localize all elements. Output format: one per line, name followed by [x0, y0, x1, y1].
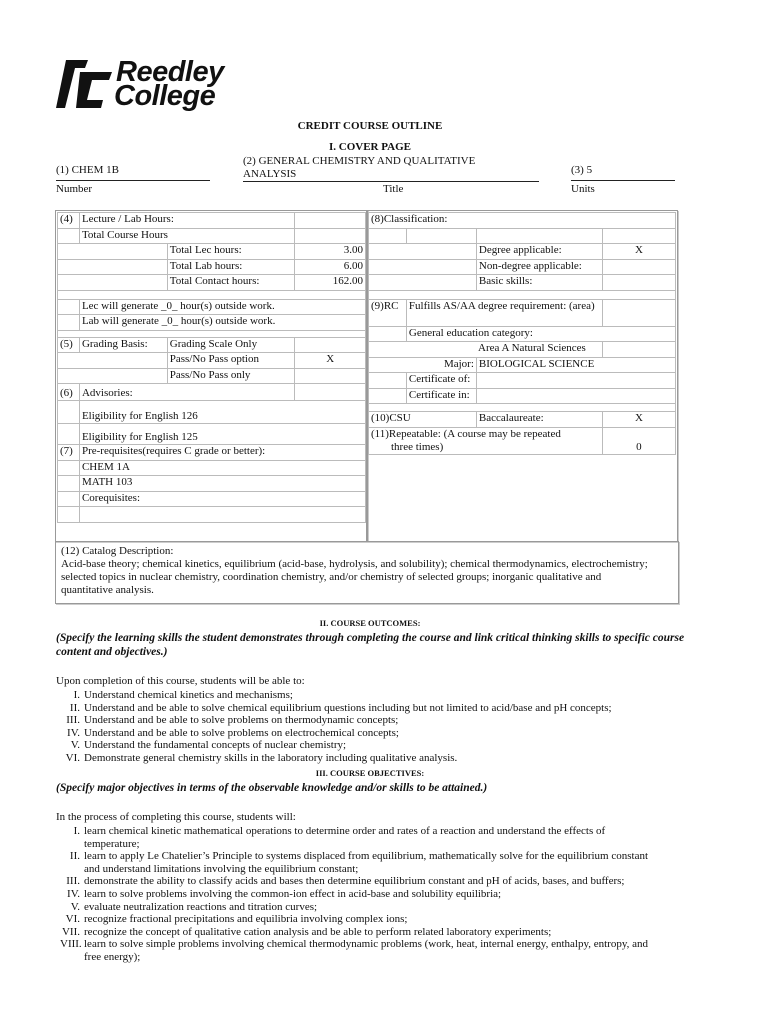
objectives-list: [60, 825, 720, 964]
catalog-text-line: selected topics in nuclear chemistry, coordination chemistry, and/or chemistry of selected groups; inorganic qualitative and: [61, 571, 602, 583]
section7-num: (7): [58, 445, 80, 461]
major-label: Major:: [369, 357, 477, 373]
list-item: III. demonstrate the ability to classify acids and bases then determine equilibrium constant and pH of acids, bases, and buffers;: [66, 875, 625, 888]
repeatable-value: 0: [602, 427, 675, 454]
list-item: IV. Understand and be able to solve problems on electrochemical concepts;: [67, 726, 399, 739]
section-title: I. COVER PAGE: [329, 141, 411, 153]
prereq-item: CHEM 1A: [79, 460, 365, 476]
outcomes-intro: Upon completion of this course, students will be able to:: [56, 675, 305, 687]
course-number-label: Number: [56, 183, 93, 195]
outcomes-list: [60, 689, 720, 765]
list-item: II. learn to apply Le Chatelier’s Principle to systems displaced from equilibrium, mathematically solve for the equilibrium constant and understand limitations involving the equilibrium constant;: [69, 850, 649, 875]
list-item: I. Understand chemical kinetics and mechanisms;: [73, 689, 293, 701]
list-item: II. Understand and be able to solve chemical equilibrium questions including but not limited to acid/base and pH concepts;: [69, 701, 612, 714]
total-course-hours-label: Total Course Hours: [79, 228, 294, 244]
logo-line1: Reedley: [116, 56, 224, 88]
prereq-label: Pre-requisites(requires C grade or better):: [79, 445, 365, 461]
catalog-text-line: quantitative analysis.: [61, 584, 154, 596]
certificate-in-label: Certificate in:: [406, 388, 476, 404]
contact-hours-value: 162.00: [295, 275, 366, 291]
ge-area-value: Area A Natural Sciences: [369, 342, 603, 358]
repeatable-line2: three times): [391, 440, 444, 453]
advisories-label: Advisories:: [79, 384, 294, 401]
grading-option-label: Pass/No Pass only: [167, 368, 295, 384]
objectives-intro: In the process of completing this course, students will:: [56, 811, 296, 823]
outcomes-instruction-line: content and objectives.): [56, 645, 168, 658]
course-number-field: [56, 162, 210, 180]
basic-skills-label: Basic skills:: [476, 275, 602, 291]
baccalaureate-mark: X: [602, 412, 675, 428]
degree-applicable-label: Degree applicable:: [476, 244, 602, 260]
list-item: VI. Demonstrate general chemistry skills in the laboratory including qualitative analysis.: [65, 751, 458, 764]
grading-option-label: Pass/No Pass option: [167, 353, 295, 369]
course-title-label: Title: [383, 183, 404, 195]
lec-hours-label: Total Lec hours:: [167, 244, 295, 260]
page-title: CREDIT COURSE OUTLINE: [297, 120, 443, 132]
repeatable-label: [369, 427, 603, 454]
section6-num: (6): [58, 384, 80, 401]
classification-label: (8)Classification:: [369, 213, 676, 229]
section5-num: (5): [58, 337, 80, 353]
fulfills-label: Fulfills AS/AA degree requirement: (area): [406, 299, 602, 326]
grading-basis-label: Grading Basis:: [79, 337, 167, 353]
objectives-heading: III. COURSE OBJECTIVES:: [315, 768, 425, 778]
list-item: I. learn chemical kinetic mathematical operations to determine order and rates of a reaction and understand the effects of temperature;: [73, 825, 606, 850]
list-item: VII. recognize the concept of qualitative cation analysis and be able to perform related laboratory experiments;: [61, 925, 552, 938]
course-title-line2: ANALYSIS: [243, 168, 297, 180]
degree-applicable-mark: X: [602, 244, 675, 260]
prereq-item: MATH 103: [79, 476, 365, 492]
certificate-of-label: Certificate of:: [406, 373, 476, 389]
list-item: V. Understand the fundamental concepts of nuclear chemistry;: [70, 739, 347, 752]
rc-logo-icon: [56, 58, 114, 110]
classification-table: [368, 212, 676, 455]
section10-label: (10)CSU: [369, 412, 477, 428]
lecture-lab-label: Lecture / Lab Hours:: [79, 213, 294, 229]
catalog-text-line: Acid-base theory; chemical kinetics, equilibrium (acid-base, hydrolysis, and solubility); chemical thermodynamics, electrochemistry;: [61, 558, 648, 570]
lab-hours-value: 6.00: [295, 259, 366, 275]
coreq-label: Corequisites:: [79, 491, 365, 507]
objectives-instruction: (Specify major objectives in terms of the observable knowledge and/or skills to be attained.): [56, 782, 488, 794]
logo-line2: College: [114, 80, 216, 112]
list-item: VI. recognize fractional precipitations and equilibria involving complex ions;: [65, 913, 408, 926]
section4-num: (4): [58, 213, 80, 229]
catalog-label: (12) Catalog Description:: [61, 545, 174, 557]
units-label: Units: [571, 183, 595, 195]
course-title-field: [243, 155, 539, 181]
lec-generate-text: Lec will generate _0_ hour(s) outside work.: [79, 299, 365, 315]
units-value: (3) 5: [571, 162, 675, 181]
ge-category-label: General education category:: [406, 326, 675, 342]
hours-table: [57, 212, 366, 523]
list-item: III. Understand and be able to solve problems on thermodynamic concepts;: [66, 714, 399, 727]
section9-num: (9)RC: [369, 299, 407, 326]
college-logo: [56, 58, 286, 112]
outcomes-instruction: [56, 632, 696, 659]
contact-hours-label: Total Contact hours:: [167, 275, 295, 291]
course-title-line1: (2) GENERAL CHEMISTRY AND QUALITATIVE: [243, 155, 476, 167]
lab-generate-text: Lab will generate _0_ hour(s) outside work.: [79, 315, 365, 331]
grading-option-label: Grading Scale Only: [167, 337, 295, 353]
lab-hours-label: Total Lab hours:: [167, 259, 295, 275]
list-item: VIII. learn to solve simple problems involving chemical thermodynamic problems (work, heat, internal energy, enthalpy, entropy, and free energy);: [60, 938, 649, 963]
grading-option-mark: [295, 368, 366, 384]
outcomes-instruction-line: (Specify the learning skills the student demonstrates through completing the course and link critical thinking skills to specific course: [56, 632, 685, 644]
advisory-item: Eligibility for English 125: [79, 424, 365, 445]
lec-hours-value: 3.00: [295, 244, 366, 260]
grading-option-mark: [295, 337, 366, 353]
list-item: IV. learn to solve problems involving the common-ion effect in acid-base and solubility equilibria;: [67, 887, 502, 900]
advisory-item: Eligibility for English 126: [79, 401, 365, 424]
units-field: [571, 162, 675, 180]
outcomes-heading: II. COURSE OUTCOMES:: [319, 618, 421, 628]
baccalaureate-label: Baccalaureate:: [476, 412, 602, 428]
major-value: BIOLOGICAL SCIENCE: [476, 357, 675, 373]
repeatable-line1: (11)Repeatable: (A course may be repeated: [371, 427, 561, 440]
grading-option-mark: X: [295, 353, 366, 369]
list-item: V. evaluate neutralization reactions and titration curves;: [70, 900, 318, 913]
non-degree-label: Non-degree applicable:: [476, 259, 602, 275]
catalog-description-box: [55, 541, 679, 604]
course-number-value: (1) CHEM 1B: [56, 162, 210, 181]
